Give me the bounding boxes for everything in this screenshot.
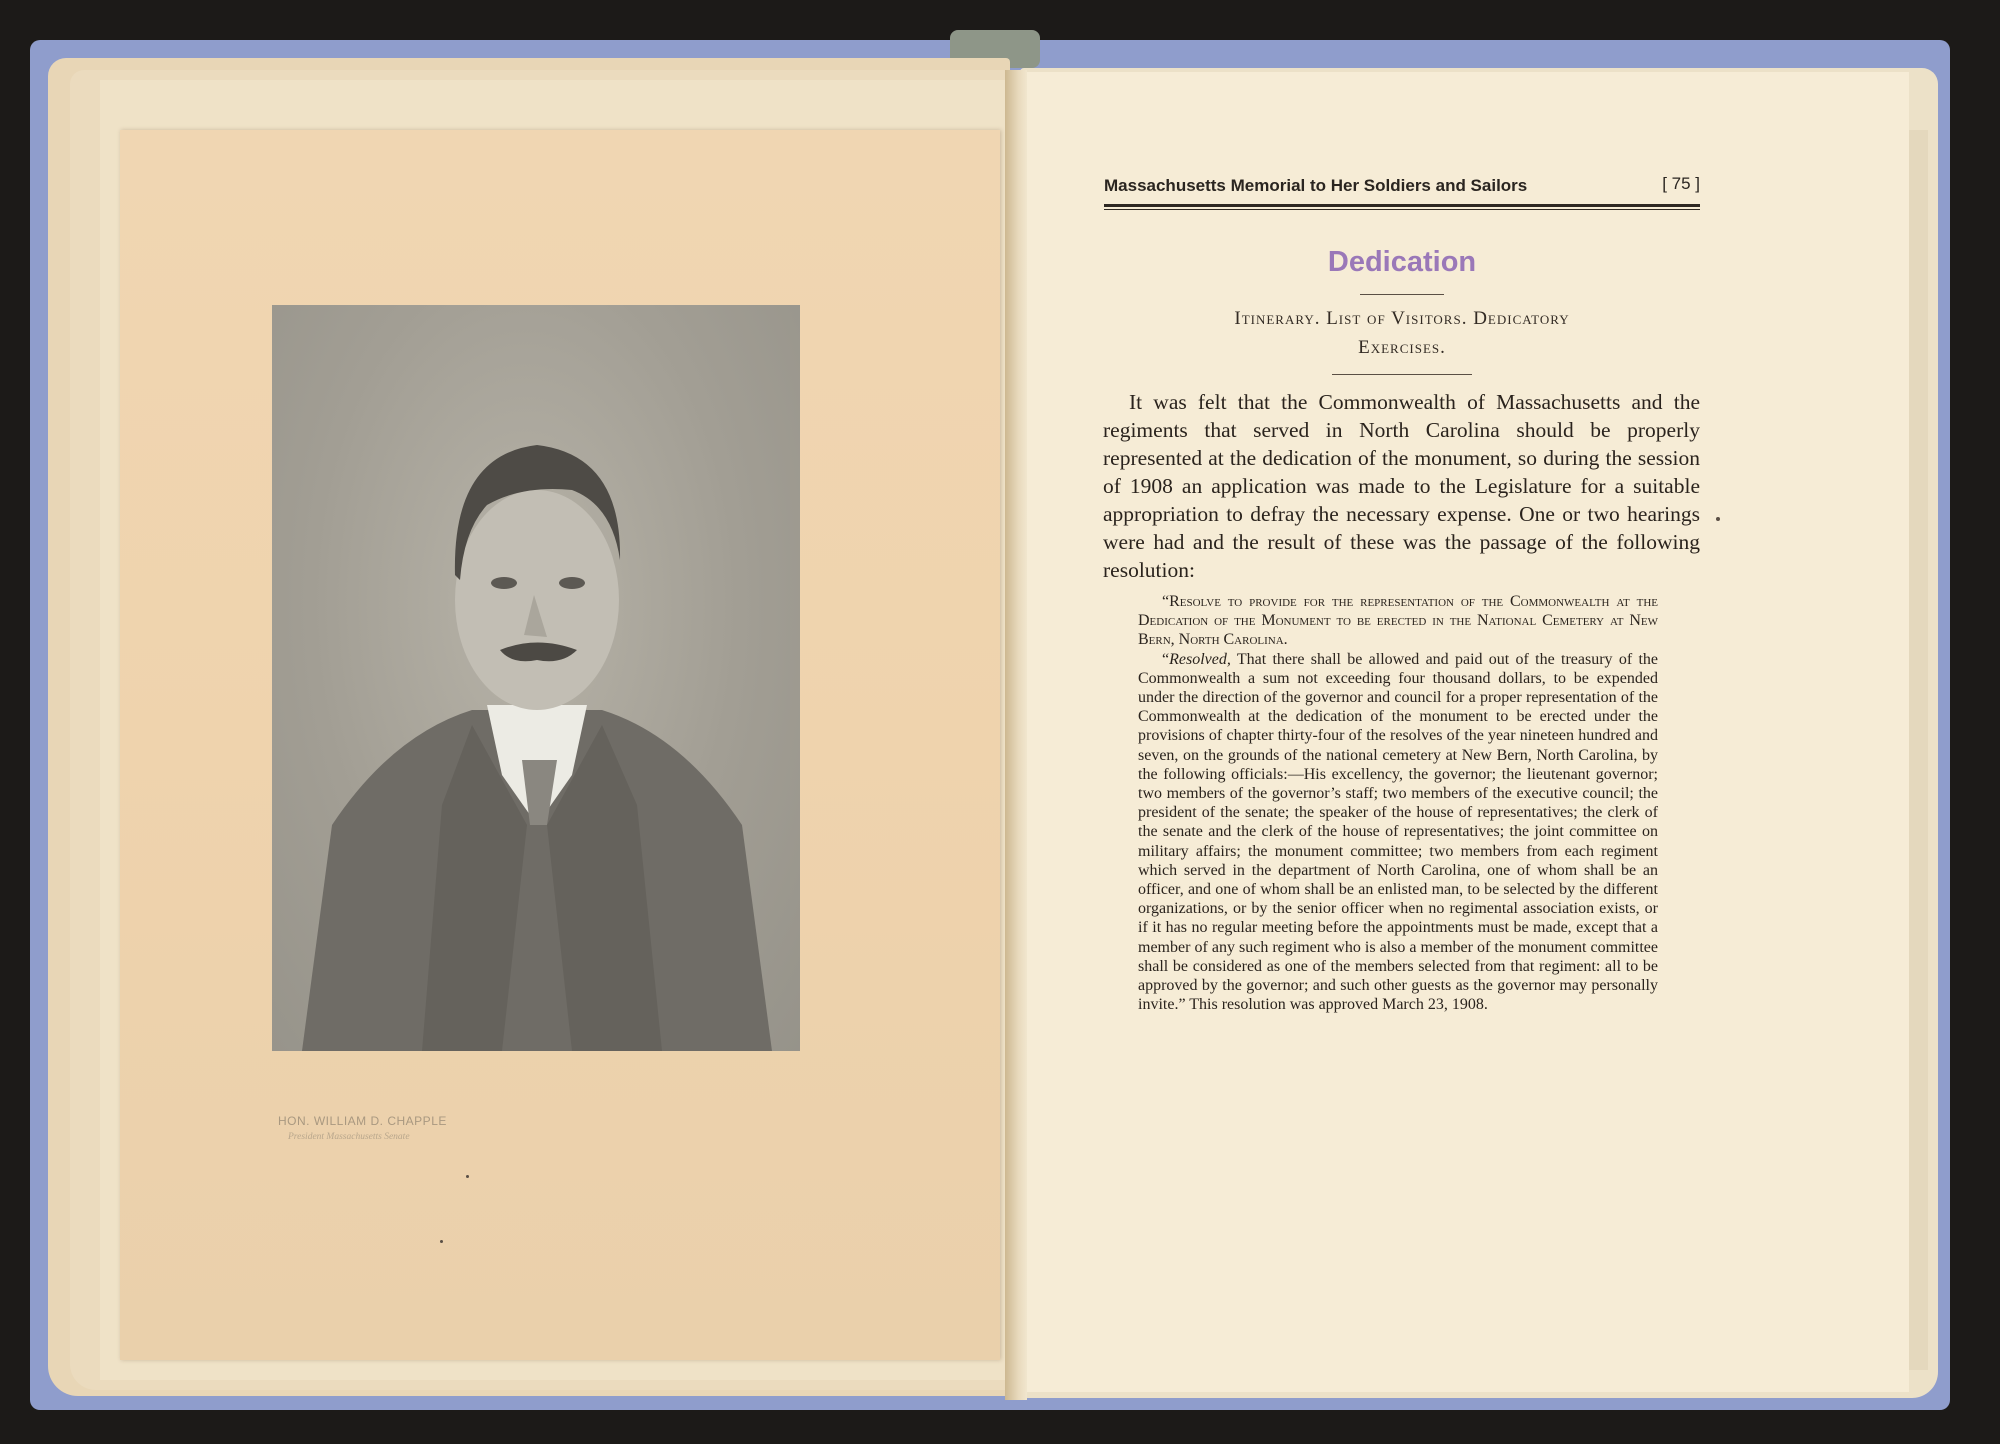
resolved-open-quote: “ (1162, 650, 1170, 668)
resolved-text: That there shall be allowed and paid out of the treasury of the Commonwealth a sum not exceeding four thousand dollars, to be expended under the direction of the governor and council for a proper representation of the Commonwealth at the dedication of the monument to be erected under the provisions of chapter thirty-four of the resolves of the year nineteen hundred and seven, on the grounds of the national cemetery at New Bern, North Carolina, by the following officials:—His excellency, the governor; the lieutenant governor; two members of the governor’s staff; two members of the executive council; the president of the senate; the speaker of the house of representatives; the clerk of the senate and the clerk of the house of representatives; the joint committee on military affairs; the monument committee; two members from each regiment which served in the department of North Carolina, one of whom shall be an officer, and one of whom shall be an enlisted man, to be selected by the different organizations, or by the senior officer when no regimental association exists, or if it has no regular meeting before the appointments must be made, except that a member of any such regiment who is also a member of the monument committee shall be considered as one of the members selected from that regiment: all to be approved by the governor; and such other guests as the governor may personally invite.” This resolution was approved March 23, 1908. (1138, 650, 1658, 1014)
resolve-heading: “Resolve to provide for the representation of the Commonwealth at the Dedication of the Monument to be erected in the National Cemetery at New Bern, North Carolina. (1138, 593, 1658, 649)
resolution-quote (1138, 592, 1658, 1014)
resolved-label: Resolved, (1169, 650, 1231, 668)
portrait-figure (272, 305, 800, 1051)
chapter-subtitle-line2: Exercises. (1358, 337, 1446, 358)
chapter-subtitle-line1: Itinerary. List of Visitors. Dedicatory (1234, 308, 1570, 329)
header-rule (1104, 204, 1700, 207)
margin-speck (1716, 517, 1720, 521)
margin-speck-left (466, 1175, 469, 1178)
body-paragraph (1103, 388, 1700, 584)
title-rule (1360, 294, 1444, 295)
resolved-paragraph (1138, 650, 1658, 1015)
chapter-title: Dedication (1327, 246, 1477, 278)
portrait-caption-title: President Massachusetts Senate (288, 1132, 410, 1142)
page-number: [ 75 ] (1662, 174, 1700, 193)
margin-speck-left-2 (440, 1240, 443, 1243)
book-gutter (1005, 70, 1027, 1400)
subtitle-rule (1332, 374, 1472, 375)
body-paragraph-text: It was felt that the Commonwealth of Massachusetts and the regiments that served in North Carolina should be properly represented at the dedication of the monument, so during the session of 1908 an application was made to the Legislature for a suitable appropriation to defray the necessary expense. One or two hearings were had and the result of these was the passage of the following resolution: (1103, 390, 1700, 582)
running-head: Massachusetts Memorial to Her Soldiers and Sailors (1104, 176, 1528, 195)
portrait-photograph (272, 305, 800, 1051)
portrait-caption-name: HON. WILLIAM D. CHAPPLE (278, 1114, 447, 1128)
header-rule-thin (1104, 209, 1700, 210)
